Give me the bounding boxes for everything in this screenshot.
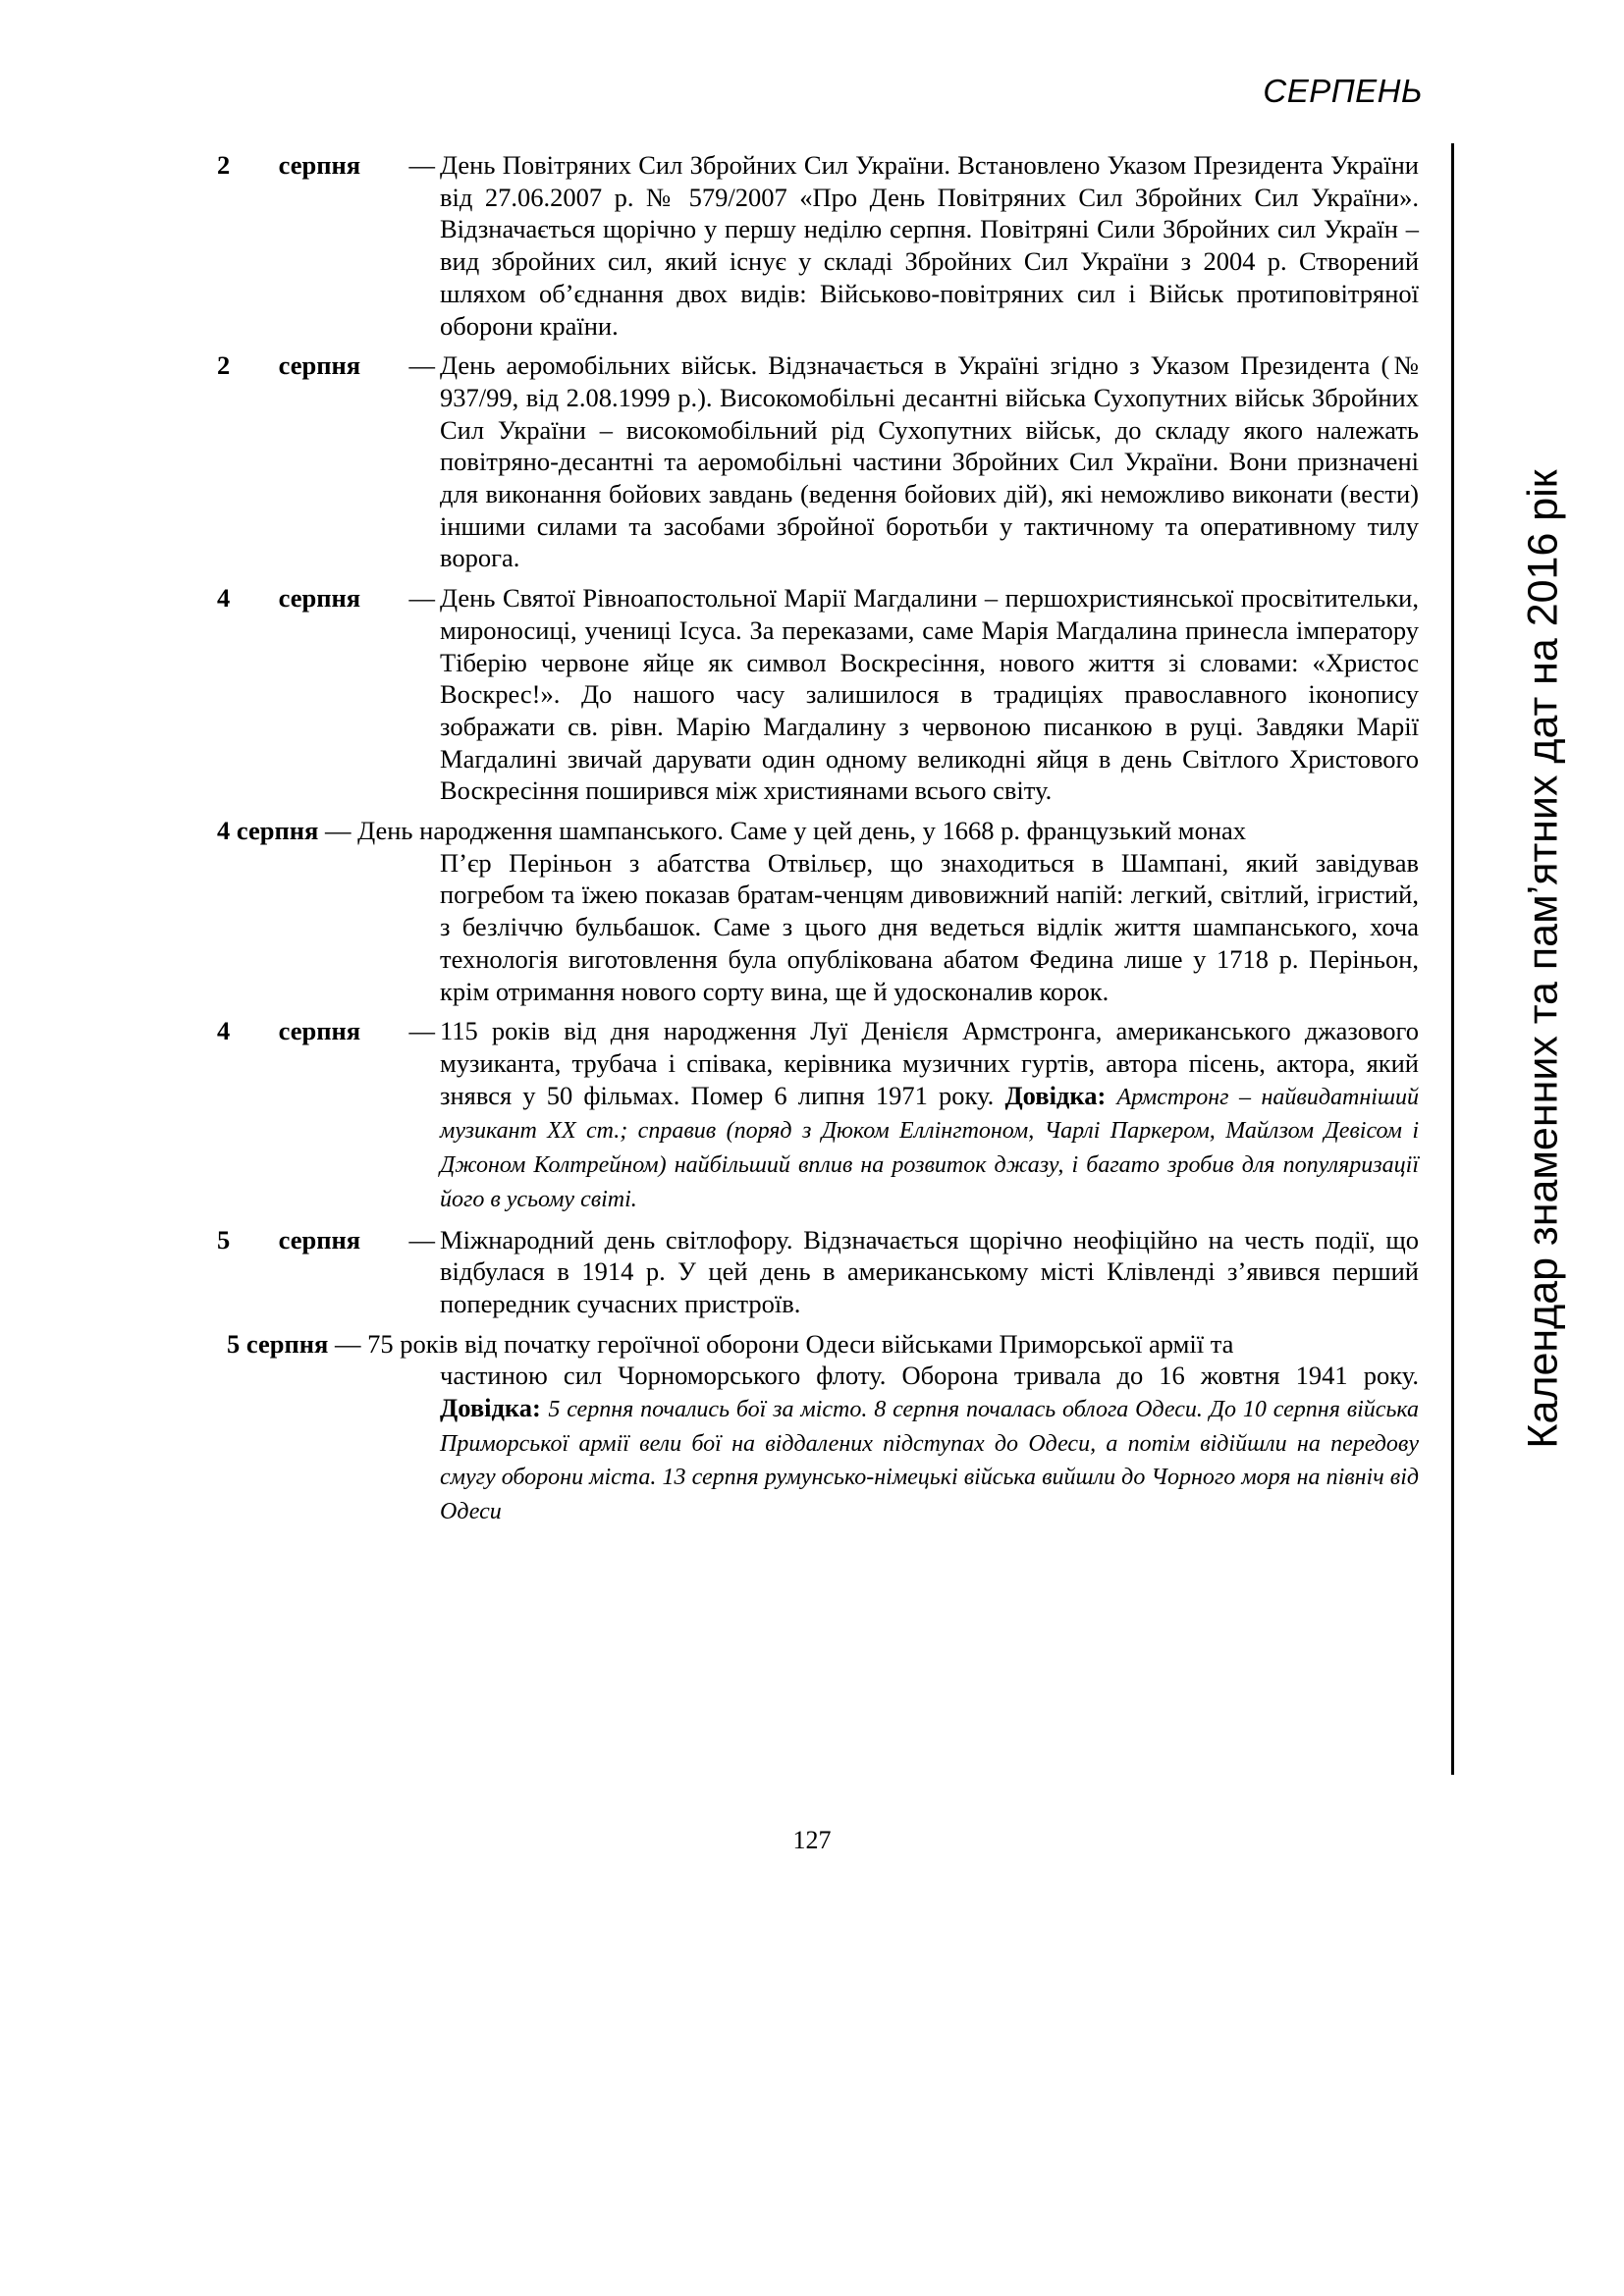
entry-text: День Святої Рівноапостольної Марії Магдалини – першохристиянської просвітительки, мироносиці, учениці Ісуса. За переказами, саме Марія Магдалина принесла імператору Тіберію червоне яйце як символ Воскресіння, нового життя зі словами: «Христос Воскрес!». До нашого часу залишилося в традиціях православного іконопису зображати св. рівн. Марію Магдалину з червоною писанкою в руці. Завдяки Марії Магдалині звичай дарувати один одному великодні яйця в день Світлого Христового Воскресіння поширився між християнами всього світу. bbox=[440, 583, 1419, 806]
entry-text: частиною сил Чорноморського флоту. Оборона тривала до 16 жовтня 1941 року. bbox=[440, 1361, 1419, 1391]
entry-head bbox=[227, 1329, 360, 1359]
list-item bbox=[217, 582, 1419, 807]
entries-list bbox=[217, 149, 1419, 1536]
entry-date: 5 серпня bbox=[217, 1224, 361, 1255]
entry-text: 115 років від дня народження Луї Денієля Армстронга, американського джазового музиканта, трубача і співака, керівника музичних гуртів, автора пісень, актора, який знявся у 50 фільмах. Помер 6 липня 1971 року. bbox=[440, 1016, 1419, 1110]
entry-head bbox=[217, 1015, 435, 1047]
entry-head bbox=[217, 816, 351, 845]
list-item bbox=[217, 349, 1419, 574]
entry-text: День Повітряних Сил Збройних Сил України. Встановлено Указом Президента України від 27.06.2007 р. № 579/2007 «Про День Повітряних Сил Збройних Сил України». Відзначається щорічно у першу неділю серпня. Повітряні Сили Збройних сил Україн – вид збройних сил, який існує у складі Збройних Сил України з 2004 р. Створений шляхом об’єднання двох видів: Військово-повітряних сил і Військ протиповітряної оборони країни. bbox=[440, 150, 1419, 341]
side-rule bbox=[1451, 143, 1454, 1775]
entry-dash: — bbox=[408, 150, 435, 180]
entry-head bbox=[217, 1224, 435, 1256]
note-label: Довідка: bbox=[1004, 1080, 1107, 1110]
list-item bbox=[217, 815, 1419, 1007]
note-text: Армстронг – найвидатніший музикант XX ст.; справив (поряд з Дюком Еллінгтоном, Чарлі Паркером, Майлзом Девісом і Джоном Колтрейном) найбільший вплив на розвиток джазу, і багато зробив для популяризації його в усьому світі. bbox=[440, 1084, 1420, 1212]
month-header: СЕРПЕНЬ bbox=[1263, 73, 1423, 109]
list-item bbox=[217, 149, 1419, 342]
entry-dash: — bbox=[334, 1328, 361, 1359]
page-number: 127 bbox=[792, 1826, 832, 1854]
list-item bbox=[227, 1328, 1419, 1528]
side-title: Календар знаменних та пам’ятних дат на 2016 рік bbox=[1519, 469, 1567, 1449]
entry-dash: — bbox=[324, 816, 352, 846]
entry-head bbox=[217, 349, 435, 382]
entry-date: 4 серпня bbox=[217, 583, 361, 614]
entry-body bbox=[227, 1360, 1419, 1528]
entry-date: 4 серпня bbox=[217, 816, 319, 846]
entry-date: 2 серпня bbox=[217, 350, 361, 381]
note-label: Довідка: bbox=[440, 1393, 541, 1423]
list-item bbox=[217, 1224, 1419, 1320]
entry-text: День аеромобільних військ. Відзначається в Україні згідно з Указом Президента (№ 937/99, від 2.08.1999 р.). Високомобільні десантні війська Сухопутних військ Збройних Сил України – високомобільний рід Сухопутних військ, до складу якого належать повітряно-десантні та аеромобільні частини Збройних Сил України. Вони призначені для виконання бойових завдань (ведення бойових дій), які неможливо виконати (вести) іншими силами та засобами збройної боротьби у тактичному та оперативному тилу ворога. bbox=[440, 350, 1419, 573]
entry-date: 5 серпня bbox=[227, 1328, 329, 1359]
entry-head bbox=[217, 149, 435, 182]
entry-text: Міжнародний день світлофору. Відзначається щорічно неофіційно на честь події, що відбулася в 1914 р. У цей день в американському місті Клівленді з’явився перший попередник сучасних пристроїв. bbox=[440, 1224, 1419, 1318]
entry-dash: — bbox=[408, 1016, 435, 1046]
entry-text: П’єр Періньон з абатства Отвільєр, що знаходиться в Шампані, який завідував погребом та їжею показав братам-ченцям дивовижний напій: легкий, світлий, ігристий, з безліччю бульбашок. Саме з цього дня ведеться відлік життя шампанського, хоча технологія виготовлення була опублікована абатом Федина лише у 1718 р. Періньон, крім отримання нового сорту вина, ще й удосконалив корок. bbox=[440, 847, 1419, 1006]
entry-head bbox=[217, 582, 435, 614]
note-text: 5 серпня почались бої за місто. 8 серпня почалась облога Одеси. До 10 серпня війська Приморської армії вели бої на віддалених підступах до Одеси, а потім відійшли на передову смугу оборони міста. 13 серпня румунсько-німецькі війська вийшли до Чорного моря на північ від Одеси bbox=[440, 1397, 1420, 1525]
entry-date: 4 серпня bbox=[217, 1016, 361, 1046]
entry-dash: — bbox=[408, 583, 435, 614]
entry-dash: — bbox=[408, 1224, 435, 1255]
entry-date: 2 серпня bbox=[217, 150, 361, 180]
entry-dash: — bbox=[408, 350, 435, 381]
list-item bbox=[217, 1015, 1419, 1215]
entry-first-line: День народження шампанського. Саме у цей день, у 1668 р. французький монах bbox=[357, 816, 1247, 846]
entry-first-line: 75 років від початку героїчної оборони Одеси військами Приморської армії та bbox=[367, 1328, 1234, 1359]
